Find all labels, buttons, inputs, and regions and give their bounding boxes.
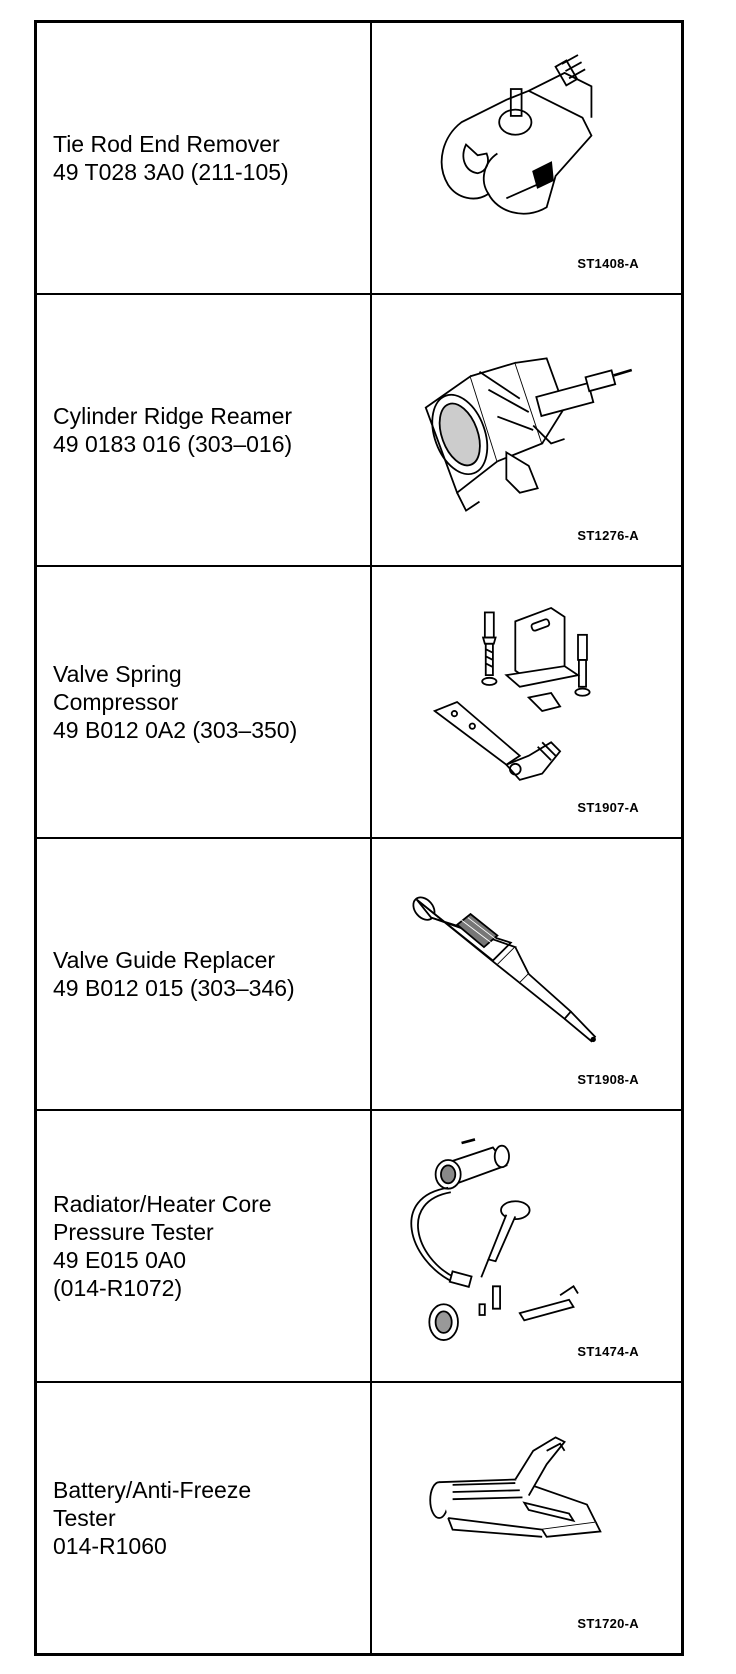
tool-illustration-cell bbox=[372, 567, 681, 837]
tool-row bbox=[37, 1111, 681, 1383]
pressure-tester-icon bbox=[372, 1111, 681, 1381]
figure-code: ST1474-A bbox=[577, 1344, 639, 1359]
tool-name: Radiator/Heater Core Pressure Tester 49 E015 0A0 (014-R1072) bbox=[37, 1111, 372, 1381]
tool-illustration-cell bbox=[372, 1111, 681, 1381]
tool-illustration-cell bbox=[372, 839, 681, 1109]
tool-name: Battery/Anti-Freeze Tester 014-R1060 bbox=[37, 1383, 372, 1653]
tool-name: Cylinder Ridge Reamer 49 0183 016 (303–016) bbox=[37, 295, 372, 565]
figure-code: ST1908-A bbox=[577, 1072, 639, 1087]
tool-illustration-cell bbox=[372, 23, 681, 293]
cylinder-ridge-reamer-icon bbox=[372, 295, 681, 565]
figure-code: ST1276-A bbox=[577, 528, 639, 543]
tool-row bbox=[37, 839, 681, 1111]
tool-row bbox=[37, 23, 681, 295]
tool-illustration-cell bbox=[372, 295, 681, 565]
tool-illustration-cell bbox=[372, 1383, 681, 1653]
special-tools-table bbox=[34, 20, 684, 1656]
battery-antifreeze-tester-icon bbox=[372, 1383, 681, 1653]
tool-row bbox=[37, 567, 681, 839]
tool-row bbox=[37, 295, 681, 567]
valve-guide-replacer-icon bbox=[372, 839, 681, 1109]
tie-rod-end-remover-icon bbox=[372, 23, 681, 293]
tool-name: Valve Spring Compressor 49 B012 0A2 (303–350) bbox=[37, 567, 372, 837]
tool-row bbox=[37, 1383, 681, 1653]
figure-code: ST1720-A bbox=[577, 1616, 639, 1631]
figure-code: ST1907-A bbox=[577, 800, 639, 815]
tool-name: Tie Rod End Remover 49 T028 3A0 (211-105) bbox=[37, 23, 372, 293]
valve-spring-compressor-icon bbox=[372, 567, 681, 837]
tool-name: Valve Guide Replacer 49 B012 015 (303–346) bbox=[37, 839, 372, 1109]
figure-code: ST1408-A bbox=[577, 256, 639, 271]
